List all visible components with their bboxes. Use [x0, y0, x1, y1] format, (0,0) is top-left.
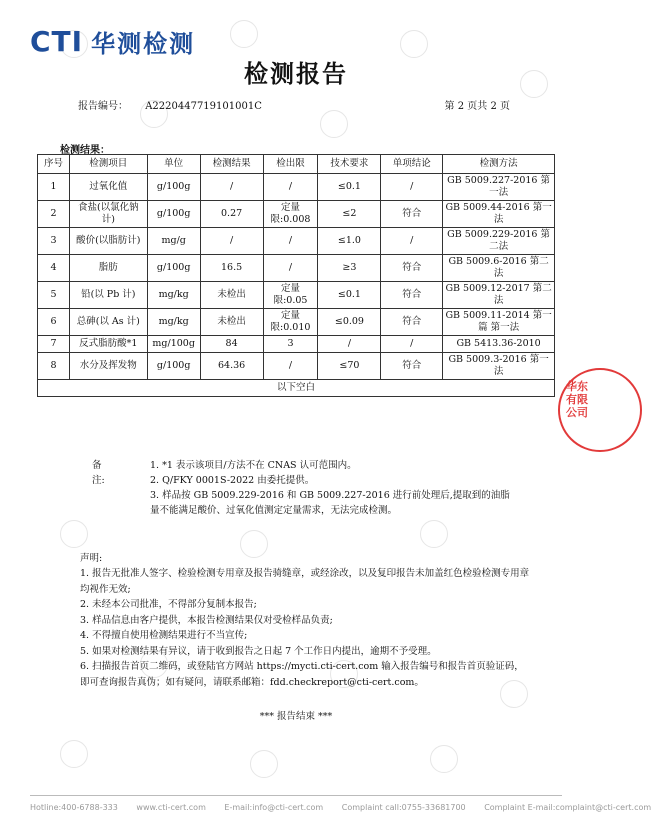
cell-method: GB 5009.11-2014 第一篇 第一法 — [443, 309, 555, 336]
logo-name: 华测检测 — [91, 30, 196, 58]
cell-conclusion: 符合 — [381, 282, 443, 309]
cell-item: 总砷(以 As 计) — [69, 309, 147, 336]
declaration-item: 5. 如果对检测结果有异议，请于收到报告之日起 7 个工作日内提出，逾期不予受理。 — [80, 645, 437, 657]
cell-requirement: ≤1.0 — [318, 228, 381, 255]
cell-no: 3 — [38, 228, 70, 255]
cell-no: 6 — [38, 309, 70, 336]
cell-conclusion: / — [381, 174, 443, 201]
cell-item: 酸价(以脂肪计) — [69, 228, 147, 255]
footer-complaint-email: Complaint E-mail:complaint@cti-cert.com — [484, 803, 652, 812]
cell-requirement: ≥3 — [318, 255, 381, 282]
cell-method: GB 5009.3-2016 第一法 — [443, 353, 555, 380]
cell-limit: 3 — [263, 336, 318, 353]
watermark-logo — [420, 520, 448, 548]
cell-limit: 定量限:0.010 — [263, 309, 318, 336]
cell-item: 食盐(以氯化钠计) — [69, 201, 147, 228]
cell-result: 未检出 — [200, 309, 263, 336]
cell-conclusion: 符合 — [381, 201, 443, 228]
report-number-value: A2220447719101001C — [145, 101, 262, 112]
cell-unit: g/100g — [147, 174, 200, 201]
cell-result: 84 — [200, 336, 263, 353]
header-cell: 检出限 — [263, 155, 318, 174]
table-row — [38, 201, 555, 228]
watermark-logo — [60, 520, 88, 548]
declaration-item: 1. 报告无批准人签字、检验检测专用章及报告骑缝章，或经涂改，以及复印报告未加盖红色检验检测专用章均视作无效; — [80, 568, 530, 595]
watermark-logo — [430, 745, 458, 773]
cell-unit: mg/kg — [147, 282, 200, 309]
cell-limit: / — [263, 174, 318, 201]
footer-hotline: Hotline:400-6788-333 — [30, 803, 118, 812]
footer-complaint-call: Complaint call:0755-33681700 — [341, 803, 466, 812]
header-cell: 检测方法 — [443, 155, 555, 174]
cell-result: 16.5 — [200, 255, 263, 282]
cell-limit: / — [263, 353, 318, 380]
cell-no: 4 — [38, 255, 70, 282]
cell-result: 64.36 — [200, 353, 263, 380]
footer-divider — [30, 795, 562, 796]
note-item: 2. Q/FKY 0001S-2022 由委托提供。 — [150, 475, 315, 486]
cell-conclusion: 符合 — [381, 353, 443, 380]
cell-limit: / — [263, 228, 318, 255]
cell-unit: mg/g — [147, 228, 200, 255]
cell-method: GB 5009.44-2016 第一法 — [443, 201, 555, 228]
notes-list — [150, 458, 510, 518]
blank-note: 以下空白 — [38, 380, 555, 397]
cell-result: / — [200, 228, 263, 255]
cell-unit: mg/100g — [147, 336, 200, 353]
header-cell: 检测项目 — [69, 155, 147, 174]
report-end: *** 报告结束 *** — [259, 711, 333, 722]
header-cell: 单位 — [147, 155, 200, 174]
table-row — [38, 255, 555, 282]
report-number-label: 报告编号： — [78, 101, 128, 112]
cell-no: 5 — [38, 282, 70, 309]
cell-conclusion: 符合 — [381, 309, 443, 336]
cell-item: 铅(以 Pb 计) — [69, 282, 147, 309]
header-cell: 序号 — [38, 155, 70, 174]
cell-result: / — [200, 174, 263, 201]
footer-email: E-mail:info@cti-cert.com — [224, 803, 324, 812]
watermark-logo — [230, 20, 258, 48]
table-row — [38, 309, 555, 336]
cell-conclusion: / — [381, 228, 443, 255]
cell-item: 反式脂肪酸*1 — [69, 336, 147, 353]
cell-requirement: / — [318, 336, 381, 353]
cell-method: GB 5413.36-2010 — [443, 336, 555, 353]
cell-no: 8 — [38, 353, 70, 380]
footer — [30, 803, 667, 812]
table-row — [38, 174, 555, 201]
watermark-logo — [250, 750, 278, 778]
header-cell: 单项结论 — [381, 155, 443, 174]
watermark-logo — [240, 530, 268, 558]
cell-unit: mg/kg — [147, 309, 200, 336]
cell-result: 未检出 — [200, 282, 263, 309]
cell-requirement: ≤0.1 — [318, 174, 381, 201]
cell-no: 1 — [38, 174, 70, 201]
cell-requirement: ≤0.09 — [318, 309, 381, 336]
table-row — [38, 353, 555, 380]
cell-requirement: ≤2 — [318, 201, 381, 228]
table-row — [38, 228, 555, 255]
declaration-item: 4. 不得擅自使用检测结果进行不当宣传; — [80, 630, 248, 641]
cell-result: 0.27 — [200, 201, 263, 228]
cell-limit: 定量限:0.05 — [263, 282, 318, 309]
cell-method: GB 5009.6-2016 第二法 — [443, 255, 555, 282]
table-row — [38, 282, 555, 309]
cell-method: GB 5009.229-2016 第二法 — [443, 228, 555, 255]
table-blank-row — [38, 380, 555, 397]
cell-unit: g/100g — [147, 201, 200, 228]
page-indicator: 第 2 页共 2 页 — [444, 101, 510, 112]
cell-requirement: ≤70 — [318, 353, 381, 380]
notes-label: 备注: — [92, 460, 105, 486]
declaration-item: 2. 未经本公司批准，不得部分复制本报告; — [80, 599, 257, 610]
cell-limit: / — [263, 255, 318, 282]
logo-mark: CTI — [30, 25, 84, 58]
footer-website: www.cti-cert.com — [136, 803, 206, 812]
declaration-title: 声明: — [80, 553, 103, 564]
cell-conclusion: 符合 — [381, 255, 443, 282]
declaration-list — [80, 566, 530, 690]
cell-item: 脂肪 — [69, 255, 147, 282]
report-title: 检测报告 — [244, 59, 348, 88]
section-label: 检测结果： — [60, 145, 110, 156]
report-number — [78, 97, 262, 112]
declaration-item: 3. 样品信息由客户提供，本报告检测结果仅对受检样品负责; — [80, 614, 333, 626]
header-cell: 检测结果 — [200, 155, 263, 174]
declaration-item: 6. 扫描报告首页二维码，或登陆官方网站 https://mycti.cti-cert.com 输入报告编号和报告首页验证码，即可查询报告真伪；如有疑问，请联系邮箱：fdd.checkreport@cti-cert.com。 — [80, 661, 524, 688]
table-row — [38, 336, 555, 353]
table-header-row — [38, 155, 555, 174]
cell-limit: 定量限:0.008 — [263, 201, 318, 228]
watermark-logo — [60, 740, 88, 768]
watermark-logo — [320, 110, 348, 138]
header-cell: 技术要求 — [318, 155, 381, 174]
results-table — [37, 154, 555, 397]
cell-no: 2 — [38, 201, 70, 228]
cell-unit: g/100g — [147, 353, 200, 380]
cell-no: 7 — [38, 336, 70, 353]
cell-conclusion: / — [381, 336, 443, 353]
cell-method: GB 5009.12-2017 第二法 — [443, 282, 555, 309]
cell-method: GB 5009.227-2016 第一法 — [443, 174, 555, 201]
cell-item: 过氧化值 — [69, 174, 147, 201]
note-item: 1. *1 表示该项目/方法不在 CNAS 认可范围内。 — [150, 460, 357, 471]
cell-item: 水分及挥发物 — [69, 353, 147, 380]
cell-unit: g/100g — [147, 255, 200, 282]
seal-text: 华东有限公司 — [566, 380, 588, 419]
note-item: 3. 样品按 GB 5009.229-2016 和 GB 5009.227-2016 进行前处理后,提取到的油脂量不能满足酸价、过氧化值测定定量需求，无法完成检测。 — [150, 490, 510, 516]
cell-requirement: ≤0.1 — [318, 282, 381, 309]
